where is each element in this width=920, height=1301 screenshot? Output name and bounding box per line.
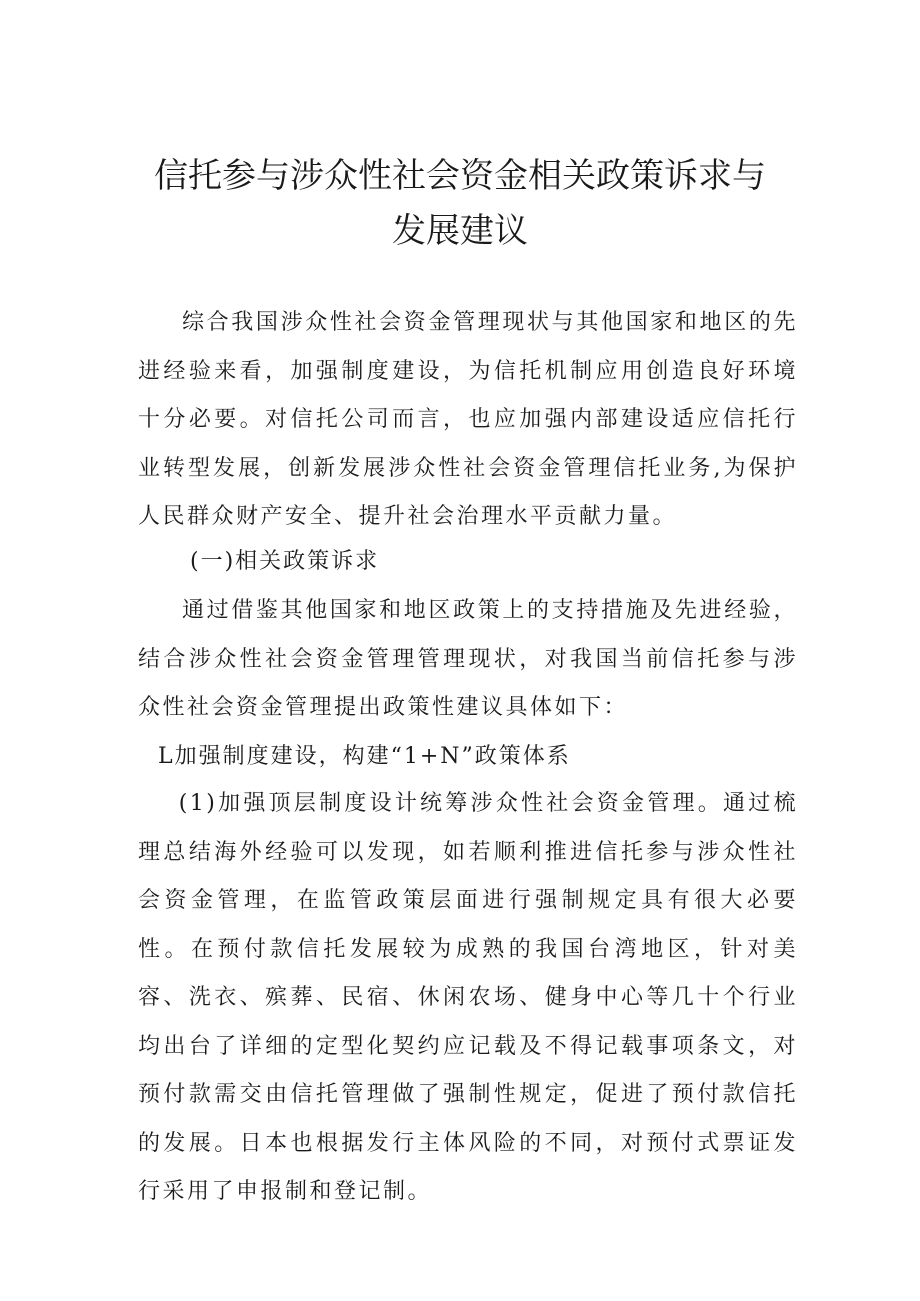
document-title-line-1: 信托参与涉众性社会资金相关政策诉求与: [154, 156, 766, 196]
subsection-heading-system-building: L加强制度建设，构建“1+N”政策体系: [158, 744, 571, 769]
paragraph-top-level-design: (1)加强顶层制度设计统筹涉众性社会资金管理。通过梳理总结海外经验可以发现，如若顺利推进信托参与涉众性社会资金管理，在监管政策层面进行强制规定具有很大必要性。在预付款信托发展较为成熟的我国台湾地区，针对美容、洗衣、殡葬、民宿、休闲农场、健身中心等几十个行业均出台了详细的定型化契约应记载及不得记载事项条文，对预付款需交由信托管理做了强制性规定，促进了预付款信托的发展。日本也根据发行主体风险的不同，对预付式票证发行采用了申报制和登记制。: [138, 791, 798, 1204]
document-title-line-2: 发展建议: [392, 211, 528, 251]
paragraph-intro: 综合我国涉众性社会资金管理现状与其他国家和地区的先进经验来看，加强制度建设，为信托机制应用创造良好环境十分必要。对信托公司而言，也应加强内部建设适应信托行业转型发展，创新发展涉众性社会资金管理信托业务,为保护人民群众财产安全、提升社会治理水平贡献力量。: [138, 310, 798, 529]
section-heading-policy-demands: (一)相关政策诉求: [190, 549, 380, 574]
paragraph-policy-suggestions: 通过借鉴其他国家和地区政策上的支持措施及先进经验，结合涉众性社会资金管理管理现状，对我国当前信托参与涉众性社会资金管理提出政策性建议具体如下：: [138, 598, 798, 720]
